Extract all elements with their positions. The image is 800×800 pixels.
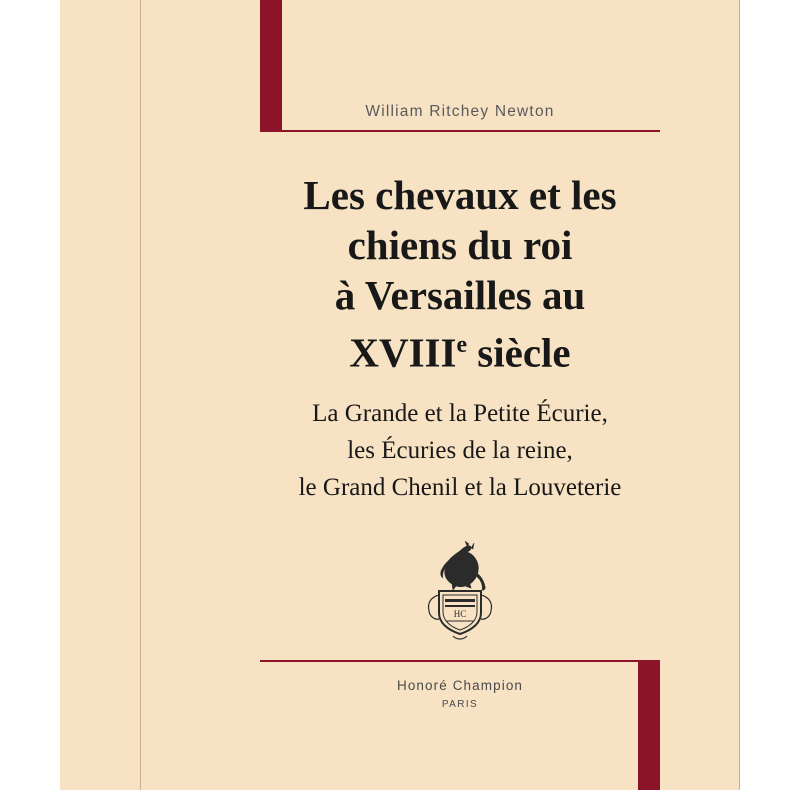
divider-bottom — [260, 660, 660, 662]
title-line-4-tail: siècle — [467, 329, 571, 376]
publisher-city: PARIS — [441, 699, 479, 710]
title-line-3: à Versailles au — [334, 272, 586, 318]
book-cover — [60, 0, 740, 790]
title-line-4-superscript: e — [456, 332, 468, 358]
publisher-name: Honoré Champion — [396, 678, 524, 693]
title-line-2: chiens du roi — [347, 222, 573, 268]
book-subtitle — [170, 395, 750, 506]
svg-text:HC: HC — [453, 609, 467, 619]
subtitle-line-3: le Grand Chenil et la Louveterie — [298, 474, 622, 501]
title-line-4 — [170, 320, 750, 378]
subtitle-line-2: les Écuries de la reine, — [347, 437, 573, 464]
divider-top — [260, 130, 660, 132]
title-line-4-main: XVIII — [349, 329, 457, 376]
author-name: William Ritchey Newton — [365, 103, 555, 120]
rearing-horse-crest-emblem — [415, 533, 505, 643]
book-title — [170, 170, 750, 378]
title-line-1: Les chevaux et les — [303, 172, 617, 218]
subtitle-line-1: La Grande et la Petite Écurie, — [312, 400, 608, 427]
